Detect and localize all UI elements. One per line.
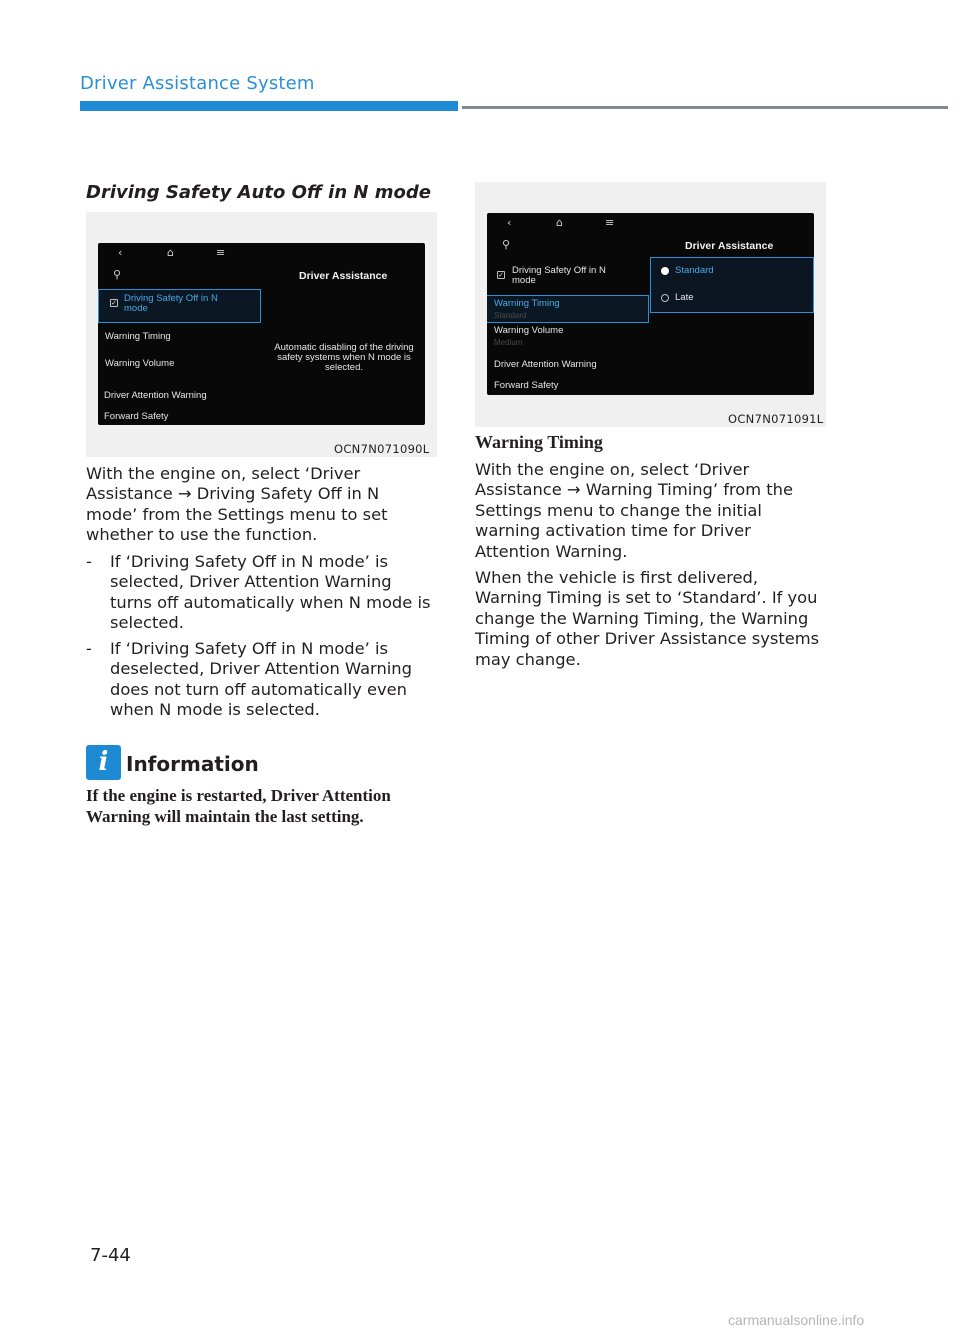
option-late: Late (675, 292, 694, 303)
checkbox-checked: ✓ (498, 271, 504, 279)
page-header-title: Driver Assistance System (80, 73, 315, 94)
menu-item-warning-timing: Warning Timing (105, 331, 171, 342)
watermark: carmanualsonline.info (728, 1312, 865, 1328)
menu-item-warning-volume-value: Medium (494, 338, 523, 347)
checkbox-checked: ✓ (111, 299, 117, 307)
infotainment-screen (487, 213, 814, 395)
function-description: Automatic disabling of the driving safety systems when N mode is selected. (274, 342, 414, 373)
bullet-item (86, 639, 436, 721)
search-icon: ⚲ (502, 238, 511, 251)
figure-code: OCN7N071091L (728, 412, 824, 426)
menu-item-warning-volume: Warning Volume (105, 358, 175, 369)
bullet-text: If ‘Driving Safety Off in N mode’ is deselected, Driver Attention Warning does not turn off automatically even when N mode is selected. (110, 639, 412, 720)
menu-item-driver-attention-warning: Driver Attention Warning (104, 390, 207, 401)
page-number: 7-44 (90, 1245, 131, 1266)
menu-item-driving-safety-off: Driving Safety Off in N mode (512, 265, 606, 286)
screen-title: Driver Assistance (299, 270, 388, 282)
home-icon: ⌂ (556, 216, 563, 229)
menu-item-driver-attention-warning: Driver Attention Warning (494, 359, 597, 370)
figure-driving-safety-off (86, 212, 437, 457)
search-icon: ⚲ (113, 268, 122, 281)
warning-timing-options-popup (650, 257, 814, 313)
infotainment-screen (98, 243, 425, 425)
back-icon: ‹ (507, 216, 512, 229)
warning-timing-heading: Warning Timing (475, 432, 603, 452)
menu-item-warning-timing-value: Standard (494, 311, 527, 320)
menu-item-warning-volume: Warning Volume (494, 325, 564, 336)
menu-icon: ≡ (605, 216, 615, 229)
screen-title: Driver Assistance (685, 240, 774, 252)
figure-warning-timing (475, 182, 826, 427)
bullet-marker: - (86, 552, 92, 571)
back-icon: ‹ (118, 246, 123, 259)
menu-item-forward-safety: Forward Safety (494, 380, 559, 391)
option-standard: Standard (675, 265, 714, 276)
intro-paragraph: With the engine on, select ‘Driver Assistance → Driving Safety Off in N mode’ from the Settings menu to set whether to use the function. (86, 464, 388, 545)
radio-unselected (661, 294, 669, 302)
warning-timing-paragraph-2: When the vehicle is first delivered, Warning Timing is set to ‘Standard’. If you change the Warning Timing, the Warning Timing of other Driver Assistance systems may change. (475, 568, 820, 669)
bullet-item (86, 552, 436, 634)
header-accent-bar (80, 101, 458, 111)
figure-code: OCN7N071090L (334, 442, 430, 456)
bullet-text: If ‘Driving Safety Off in N mode’ is selected, Driver Attention Warning turns off automatically when N mode is selected. (110, 552, 431, 633)
section-title: Driving Safety Auto Off in N mode (86, 182, 431, 203)
information-text: If the engine is restarted, Driver Attention Warning will maintain the last setting. (86, 786, 391, 826)
warning-timing-paragraph-1: With the engine on, select ‘Driver Assistance → Warning Timing’ from the Settings menu to change the initial warning activation time for Driver Attention Warning. (475, 460, 793, 561)
menu-item-warning-timing: Warning Timing (494, 298, 560, 309)
menu-icon: ≡ (216, 246, 226, 259)
information-icon: i (86, 745, 121, 780)
information-title: Information (126, 752, 259, 776)
menu-item-forward-safety: Forward Safety (104, 411, 169, 422)
menu-item-driving-safety-off: Driving Safety Off in N mode (124, 293, 218, 314)
home-icon: ⌂ (167, 246, 174, 259)
radio-selected (661, 267, 669, 275)
bullet-marker: - (86, 639, 92, 658)
header-divider (462, 106, 948, 109)
